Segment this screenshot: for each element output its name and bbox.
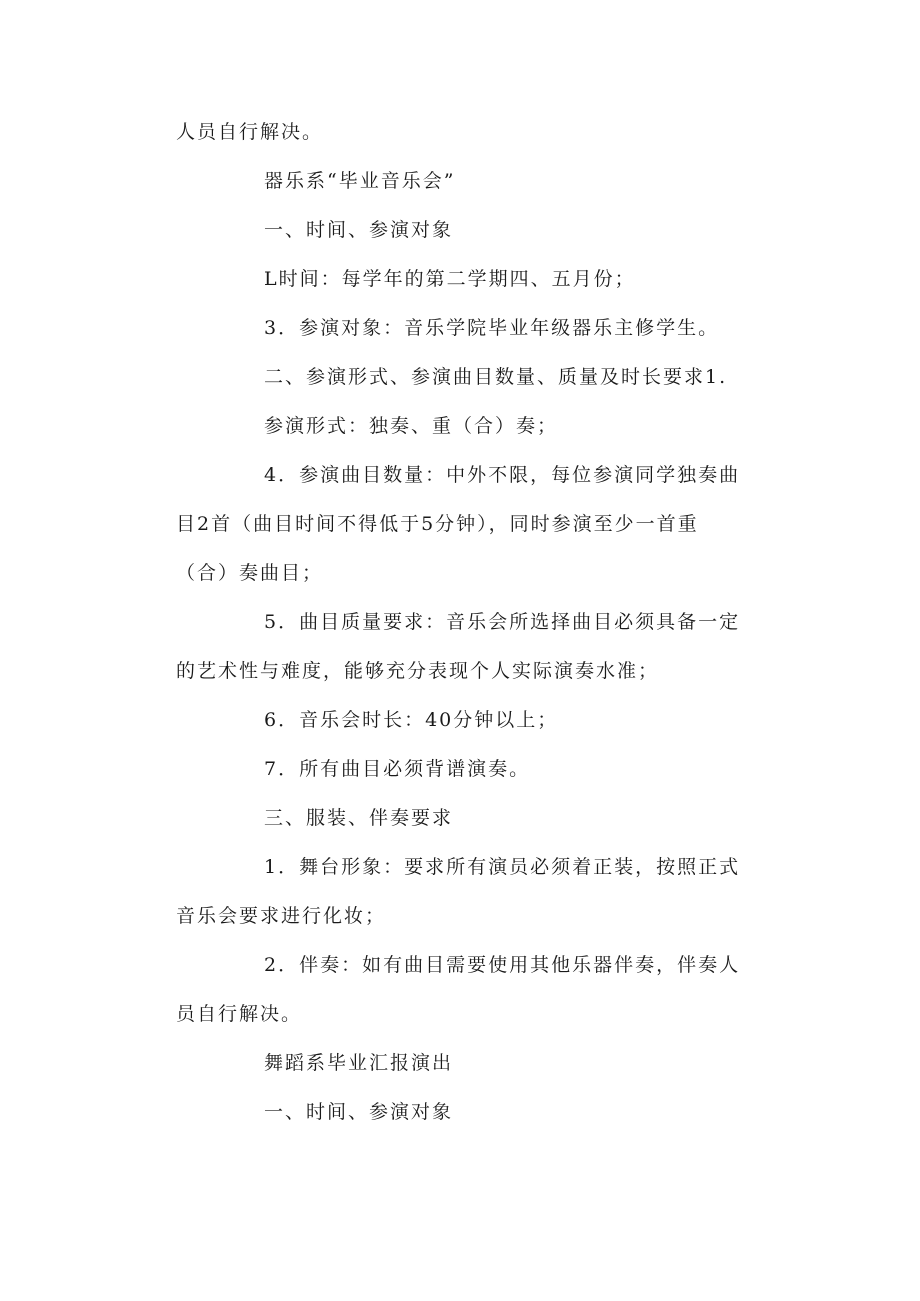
text-line: 音乐会要求进行化妆；: [176, 905, 387, 927]
sub-heading: 三、服装、伴奏要求: [264, 807, 454, 829]
text-line: 4．参演曲目数量：中外不限，每位参演同学独奏曲: [264, 464, 741, 486]
text-line: 3．参演对象：音乐学院毕业年级器乐主修学生。: [264, 317, 720, 339]
text-line: 1．舞台形象：要求所有演员必须着正装，按照正式: [264, 856, 741, 878]
sub-heading: 一、时间、参演对象: [264, 219, 454, 241]
sub-heading: 二、参演形式、参演曲目数量、质量及时长要求1.: [264, 366, 728, 388]
section-heading: 器乐系“毕业音乐会”: [264, 170, 456, 192]
text-line: 7．所有曲目必须背谱演奏。: [264, 758, 531, 780]
sub-heading: 一、时间、参演对象: [264, 1101, 454, 1123]
text-line: 6．音乐会时长：40分钟以上；: [264, 709, 559, 731]
text-line: （合）奏曲目；: [176, 562, 324, 584]
text-line: 员自行解决。: [176, 1003, 303, 1025]
text-line: L时间：每学年的第二学期四、五月份；: [264, 268, 636, 290]
section-heading: 舞蹈系毕业汇报演出: [264, 1052, 454, 1074]
text-line: 5．曲目质量要求：音乐会所选择曲目必须具备一定: [264, 611, 741, 633]
text-line: 的艺术性与难度，能够充分表现个人实际演奏水准；: [176, 660, 660, 682]
text-line: 参演形式：独奏、重（合）奏；: [264, 415, 559, 437]
text-line: 目2首（曲目时间不得低于5分钟），同时参演至少一首重: [176, 513, 699, 535]
text-line: 人员自行解决。: [176, 121, 324, 143]
text-line: 2．伴奏：如有曲目需要使用其他乐器伴奏，伴奏人: [264, 954, 741, 976]
